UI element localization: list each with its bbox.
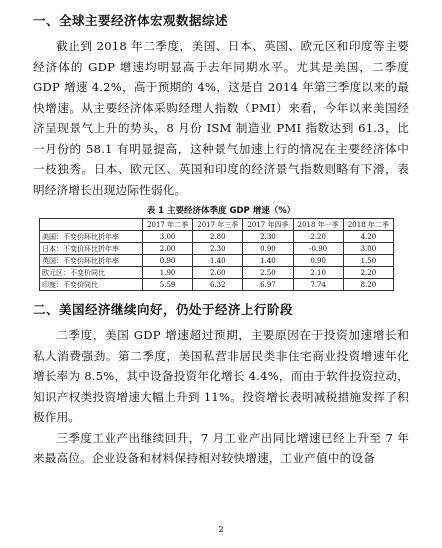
- table-cell: 3.00: [343, 243, 393, 255]
- table-header-cell: 2017 年二季: [143, 219, 193, 231]
- table-cell: 6.97: [243, 279, 293, 291]
- row-label: 美国：不变价环比折年率: [40, 231, 143, 243]
- table-header-row: [40, 219, 394, 231]
- table-cell: 2.20: [343, 267, 393, 279]
- table-cell: 4.20: [343, 231, 393, 243]
- table-cell: 2.80: [193, 231, 243, 243]
- table-cell: 2.50: [243, 267, 293, 279]
- table-cell: 2.20: [293, 231, 343, 243]
- table-row: [40, 267, 394, 279]
- table-cell: 2.00: [143, 243, 193, 255]
- table-cell: 3.00: [143, 231, 193, 243]
- table-header-cell: 2018 年二季: [343, 219, 393, 231]
- row-label: 日本：不变价环比折年率: [40, 243, 143, 255]
- gdp-growth-table: [39, 218, 394, 291]
- table-header-cell: 2017 年三季: [193, 219, 243, 231]
- table-row: [40, 243, 394, 255]
- table-caption: 表 1 主要经济体季度 GDP 增速（%）: [146, 206, 296, 216]
- table-cell: 2.30: [243, 231, 293, 243]
- table-cell: 0.90: [293, 255, 343, 267]
- table-cell: 2.10: [293, 267, 343, 279]
- table-cell: 1.40: [243, 255, 293, 267]
- table-cell: 6.32: [193, 279, 243, 291]
- section2-paragraph: 二季度，美国 GDP 增速超过预期，主要原因在于投资加速增长和私人消费强劲。第二季度，美国私营非居民类非住宅商业投资增速年化增长率为 8.5%，其中设备投资年化增长 4.4%，而由于软件投资拉动，知识产权类投资增速大幅上升到 11%。投资增长表明减税措施发挥了积极作用。: [33, 328, 409, 424]
- section1-paragraph: 截止到 2018 年二季度，美国、日本、英国、欧元区和印度等主要经济体的 GDP 增速均明显高于去年同期水平。尤其是美国，二季度 GDP 增速 4.2%，高于预期的 4%，这是自 2014 年第三季度以来的最快增速。从主要经济体采购经理人指数（PMI）来看，今年以来美国经济呈现景气上升的势头，8 月份 ISM 制造业 PMI 指数达到 61.3，比一月份的 58.1 有明显提高，这种景气加速上行的情况在主要经济体中一枝独秀。日本、欧元区、英国和印度的经济景气指数则略有下滑，表明经济增长出现边际性弱化。: [33, 39, 409, 197]
- section1-heading: 一、全球主要经济体宏观数据综述: [33, 13, 229, 28]
- table-header-cell: 2018 年一季: [293, 219, 343, 231]
- table-cell: 1.40: [193, 255, 243, 267]
- section2-heading: 二、美国经济继续向好，仍处于经济上行阶段: [33, 302, 294, 317]
- table-cell: 2.30: [193, 243, 243, 255]
- table-cell: 7.74: [293, 279, 343, 291]
- table-header-cell: 2017 年四季: [243, 219, 293, 231]
- table-cell: 1.50: [343, 255, 393, 267]
- table-cell: 0.90: [243, 243, 293, 255]
- row-label: 印度：不变价同比: [40, 279, 143, 291]
- table-cell: 1.90: [143, 267, 193, 279]
- table-row: [40, 231, 394, 243]
- table-cell: 2.60: [193, 267, 243, 279]
- table-cell: 5.59: [143, 279, 193, 291]
- page-number: 2: [218, 525, 224, 534]
- table-cell: 0.90: [143, 255, 193, 267]
- table-cell: 8.20: [343, 279, 393, 291]
- section2-paragraph: 三季度工业产出继续回升，7 月工业产出同比增速已经上升至 7 年来最高位。企业设备和材料保持相对较快增速，工业产值中的设备: [33, 430, 409, 465]
- table-cell: -0.90: [293, 243, 343, 255]
- table-row: [40, 255, 394, 267]
- table-header-cell: [40, 219, 143, 231]
- row-label: 欧元区：不变价同比: [40, 267, 143, 279]
- table-row: [40, 279, 394, 291]
- row-label: 英国：不变价环比折年率: [40, 255, 143, 267]
